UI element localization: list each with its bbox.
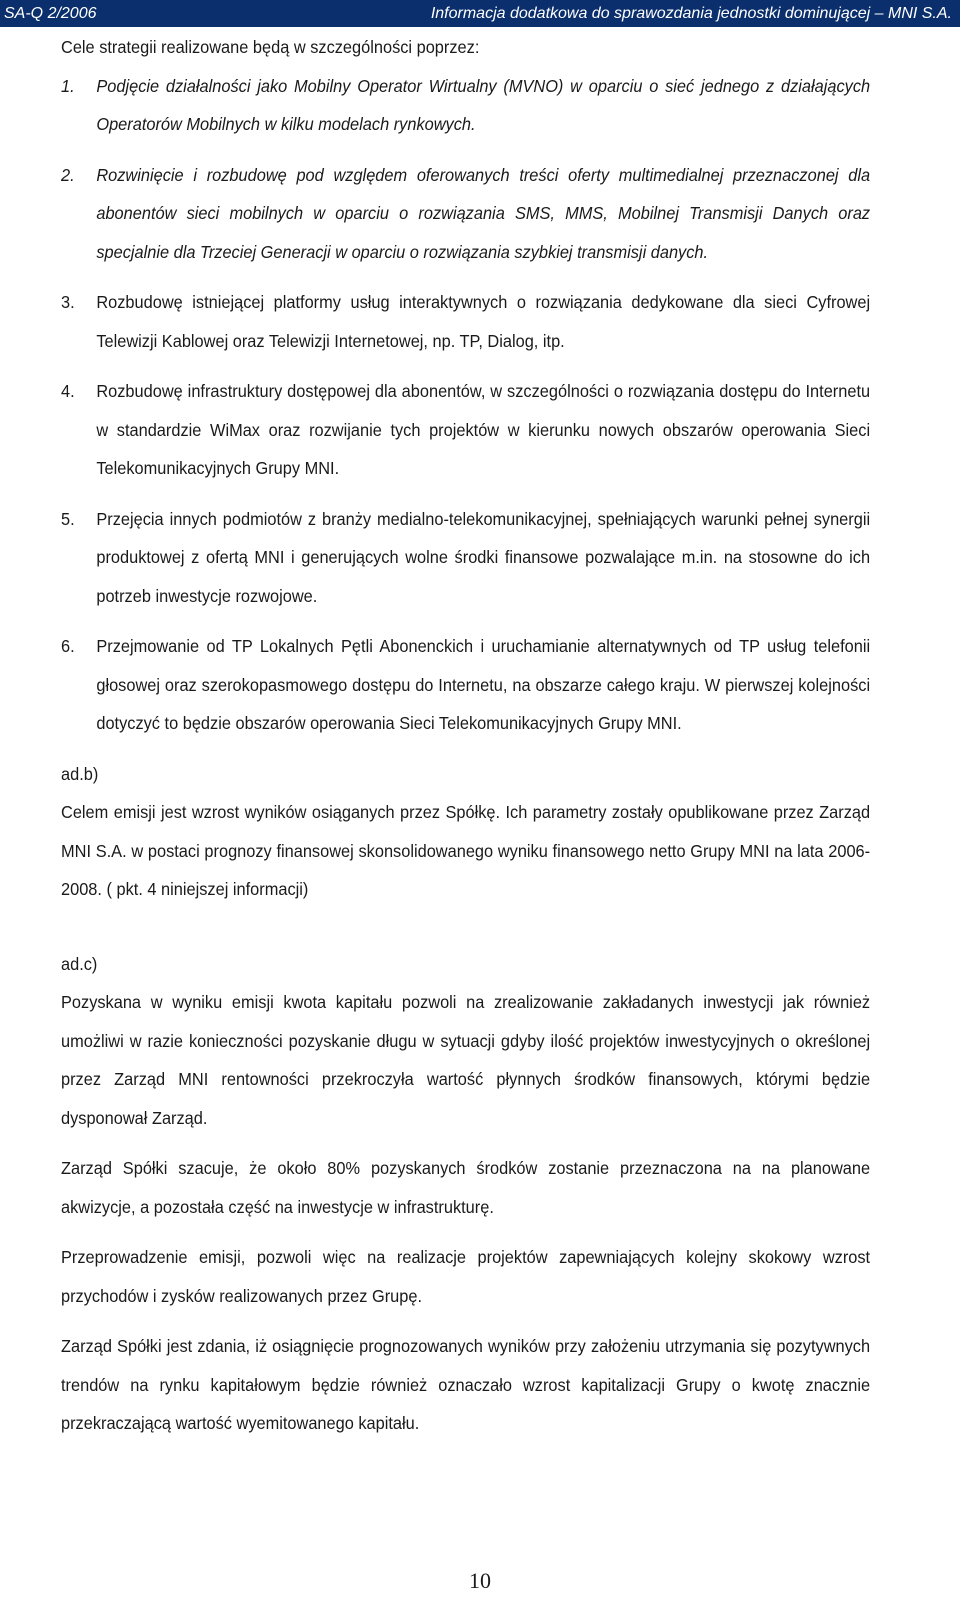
list-item-text: Rozbudowę infrastruktury dostępowej dla abonentów, w szczególności o rozwiązania dostępu do Internetu w standardzie WiMax oraz rozwijanie tych projektów w kierunku nowych obszarów operowania Sieci Telekomunikacyjnych Grupy MNI. — [96, 381, 871, 478]
list-item-text: Rozbudowę istniejącej platformy usług interaktywnych o rozwiązania dedykowane dla sieci Cyfrowej Telewizji Kablowej oraz Telewizji Internetowej, np. TP, Dialog, itp. — [96, 292, 871, 351]
document-body — [61, 28, 870, 1443]
section-label-ad-b: ad.b) — [61, 763, 99, 784]
list-item-text: Rozwinięcie i rozbudowę pod względem oferowanych treści oferty multimedialnej przeznaczonej dla abonentów sieci mobilnych w oparciu o rozwiązania SMS, MMS, Mobilnej Transmisji Danych oraz specjalnie dla Trzeciej Generacji w oparciu o rozwiązania szybkiej transmisji danych. — [96, 164, 871, 262]
list-item-text: Przejęcia innych podmiotów z branży medialno-telekomunikacyjnej, spełniających warunki pełnej synergii produktowej z ofertą MNI i generujących wolne środki finansowe pozwalające m.in. na stosowne do ich potrzeb inwestycje rozwojowe. — [96, 508, 871, 606]
list-item-number: 1. — [61, 75, 75, 96]
list-item — [61, 500, 870, 616]
list-item — [61, 283, 870, 360]
header-doc-title: Informacja dodatkowa do sprawozdania jednostki dominującej – MNI S.A. — [430, 4, 952, 22]
list-item-number: 5. — [61, 508, 75, 529]
page-number: 10 — [469, 1568, 491, 1593]
list-item — [61, 627, 870, 743]
ad-b-paragraph: Celem emisji jest wzrost wyników osiąganych przez Spółkę. Ich parametry zostały opublikowane przez Zarząd MNI S.A. w postaci prognozy finansowej skonsolidowanego wyniku finansowego netto Grupy MNI na lata 2006-2008. ( pkt. 4 niniejszej informacji) — [61, 802, 871, 899]
page-header — [0, 0, 960, 27]
list-item — [61, 372, 870, 488]
list-item-number: 4. — [61, 381, 75, 401]
ad-c-paragraph: Zarząd Spółki szacuje, że około 80% pozyskanych środków zostanie przeznaczona na na planowane akwizycje, a pozostała część na inwestycje w infrastrukturę. — [61, 1158, 871, 1217]
intro-text: Cele strategii realizowane będą w szczególności poprzez: — [61, 37, 480, 57]
list-item-text: Podjęcie działalności jako Mobilny Operator Wirtualny (MVNO) w oparciu o sieć jednego z działających Operatorów Mobilnych w kilku modelach rynkowych. — [96, 75, 871, 134]
ad-c-paragraph: Zarząd Spółki jest zdania, iż osiągnięcie prognozowanych wyników przy założeniu utrzymania się pozytywnych trendów na rynku kapitałowym będzie również oznaczało wzrost kapitalizacji Grupy o kwotę znacznie przekraczającą wartość wyemitowanego kapitału. — [61, 1336, 871, 1433]
strategy-list — [61, 67, 870, 743]
ad-c-paragraph: Przeprowadzenie emisji, pozwoli więc na realizacje projektów zapewniających kolejny skokowy wzrost przychodów i zysków realizowanych przez Grupę. — [61, 1247, 871, 1306]
list-item-number: 6. — [61, 636, 75, 656]
list-item-text: Przejmowanie od TP Lokalnych Pętli Abonenckich i uruchamianie alternatywnych od TP usług telefonii głosowej oraz szerokopasmowego dostępu do Internetu, na obszarze całego kraju. W pierwszej kolejności dotyczyć to będzie obszarów operowania Sieci Telekomunikacyjnych Grupy MNI. — [96, 636, 871, 733]
header-doc-code: SA-Q 2/2006 — [4, 4, 97, 22]
list-item-number: 2. — [61, 164, 75, 185]
list-item — [61, 67, 870, 144]
ad-c-paragraph: Pozyskana w wyniku emisji kwota kapitału pozwoli na zrealizowanie zakładanych inwestycji jak również umożliwi w razie konieczności pozyskanie długu w sytuacji gdyby ilość projektów inwestycyjnych o określonej przez Zarząd MNI rentowności przekroczyła wartość płynnych środków finansowych, którymi będzie dysponował Zarząd. — [61, 992, 871, 1128]
section-label-ad-c: ad.c) — [61, 953, 98, 974]
list-item-number: 3. — [61, 292, 75, 312]
list-item — [61, 156, 870, 272]
